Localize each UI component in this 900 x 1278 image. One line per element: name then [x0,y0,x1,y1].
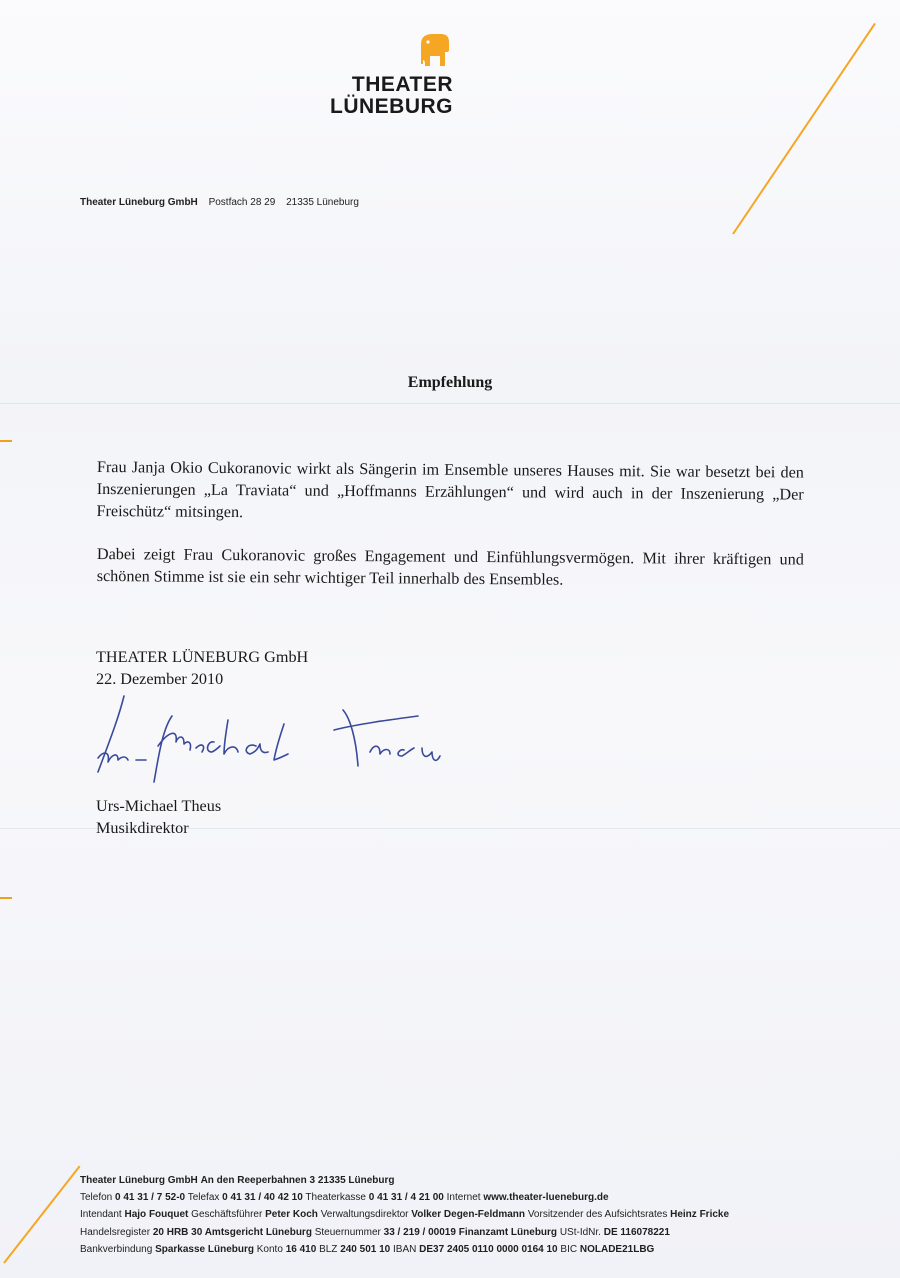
paper-fold-top [0,403,900,404]
iban-label: IBAN [393,1243,417,1255]
logo-line-2: LÜNEBURG [330,95,453,118]
admin-director-value: Volker Degen-Feldmann [411,1209,526,1221]
footer-line-bank [80,1241,729,1258]
sender-city: 21335 Lüneburg [286,197,359,208]
closing-date: 22. Dezember 2010 [96,670,224,688]
footer-company: Theater Lüneburg GmbH [80,1175,198,1186]
box-office-label: Theaterkasse [305,1192,366,1204]
paragraph-1: Frau Janja Okio Cukoranovic wirkt als Sängerin im Ensemble unseres Hauses mit. Sie war besetzt bei den Inszenierungen „La Traviata“ und „Hoffmanns Erzählungen“ und wird auch in der Inszenierung „Der Freischütz“ mitsingen. [96,457,804,522]
bank-label: Bankverbindung [80,1243,153,1255]
board-chair-label: Vorsitzender des Aufsichtsrates [527,1209,668,1221]
signer-role: Musikdirektor [96,819,189,837]
logo-line-1: THEATER [351,73,453,96]
vat-id-label: USt-IdNr. [559,1226,601,1238]
tax-number-value: 33 / 219 / 00019 Finanzamt Lüneburg [383,1226,558,1238]
decorative-line-bottom-left [3,1165,80,1263]
signer-block [96,795,221,839]
tel-label: Telefon [80,1192,113,1204]
elephant-icon [415,30,455,70]
fold-mark-lower [0,897,12,899]
footer-city: 21335 Lüneburg [317,1175,395,1186]
fax-value: 0 41 31 / 40 42 10 [222,1192,303,1204]
intendant-label: Intendant [80,1209,122,1221]
registry-label: Handelsregister [80,1226,151,1238]
tax-number-label: Steuernummer [314,1226,381,1238]
footer-line-contact [80,1189,729,1206]
decorative-line-top-right [732,23,876,235]
account-value: 16 410 [285,1243,317,1255]
footer-line-registry [80,1224,729,1241]
intendant-value: Hajo Fouquet [124,1209,189,1221]
managing-director-label: Geschäftsführer [191,1209,263,1221]
footer-line-management [80,1206,729,1223]
paragraph-2: Dabei zeigt Frau Cukoranovic großes Engagement und Einfühlungsvermögen. Mit ihrer kräftigen und schönen Stimme ist sie ein sehr wichtiger Teil innerhalb des Ensembles. [96,544,804,589]
letter-title: Empfehlung [407,374,493,391]
sender-postbox: Postfach 28 29 [208,197,276,208]
handwritten-signature [88,690,448,800]
board-chair-value: Heinz Fricke [670,1209,730,1221]
bank-value: Sparkasse Lüneburg [155,1243,254,1255]
box-office-value: 0 41 31 / 4 21 00 [368,1192,444,1204]
footer-street: An den Reeperbahnen 3 [200,1175,316,1186]
bank-code-value: 240 501 10 [340,1243,391,1255]
web-label: Internet [446,1192,481,1204]
sender-address [80,197,359,208]
closing-company: THEATER LÜNEBURG GmbH [96,648,309,666]
account-label: Konto [256,1243,283,1255]
web-link[interactable]: www.theater-lueneburg.de [483,1192,609,1204]
signer-name: Urs-Michael Theus [96,797,222,815]
bic-value: NOLADE21LBG [579,1243,655,1255]
registry-value: 20 HRB 30 Amtsgericht Lüneburg [152,1226,312,1238]
vat-id-value: DE 116078221 [603,1226,670,1238]
closing-block [96,646,308,690]
iban-value: DE37 2405 0110 0000 0164 10 [419,1243,558,1255]
sender-company: Theater Lüneburg GmbH [80,197,198,208]
admin-director-label: Verwaltungsdirektor [320,1209,409,1221]
tel-value: 0 41 31 / 7 52-0 [115,1192,186,1204]
managing-director-value: Peter Koch [265,1209,318,1221]
footer-line-address [80,1172,729,1189]
bank-code-label: BLZ [319,1243,338,1255]
bic-label: BIC [560,1243,578,1255]
letter-footer [80,1172,729,1258]
fax-label: Telefax [187,1192,220,1204]
fold-mark-upper [0,440,12,442]
